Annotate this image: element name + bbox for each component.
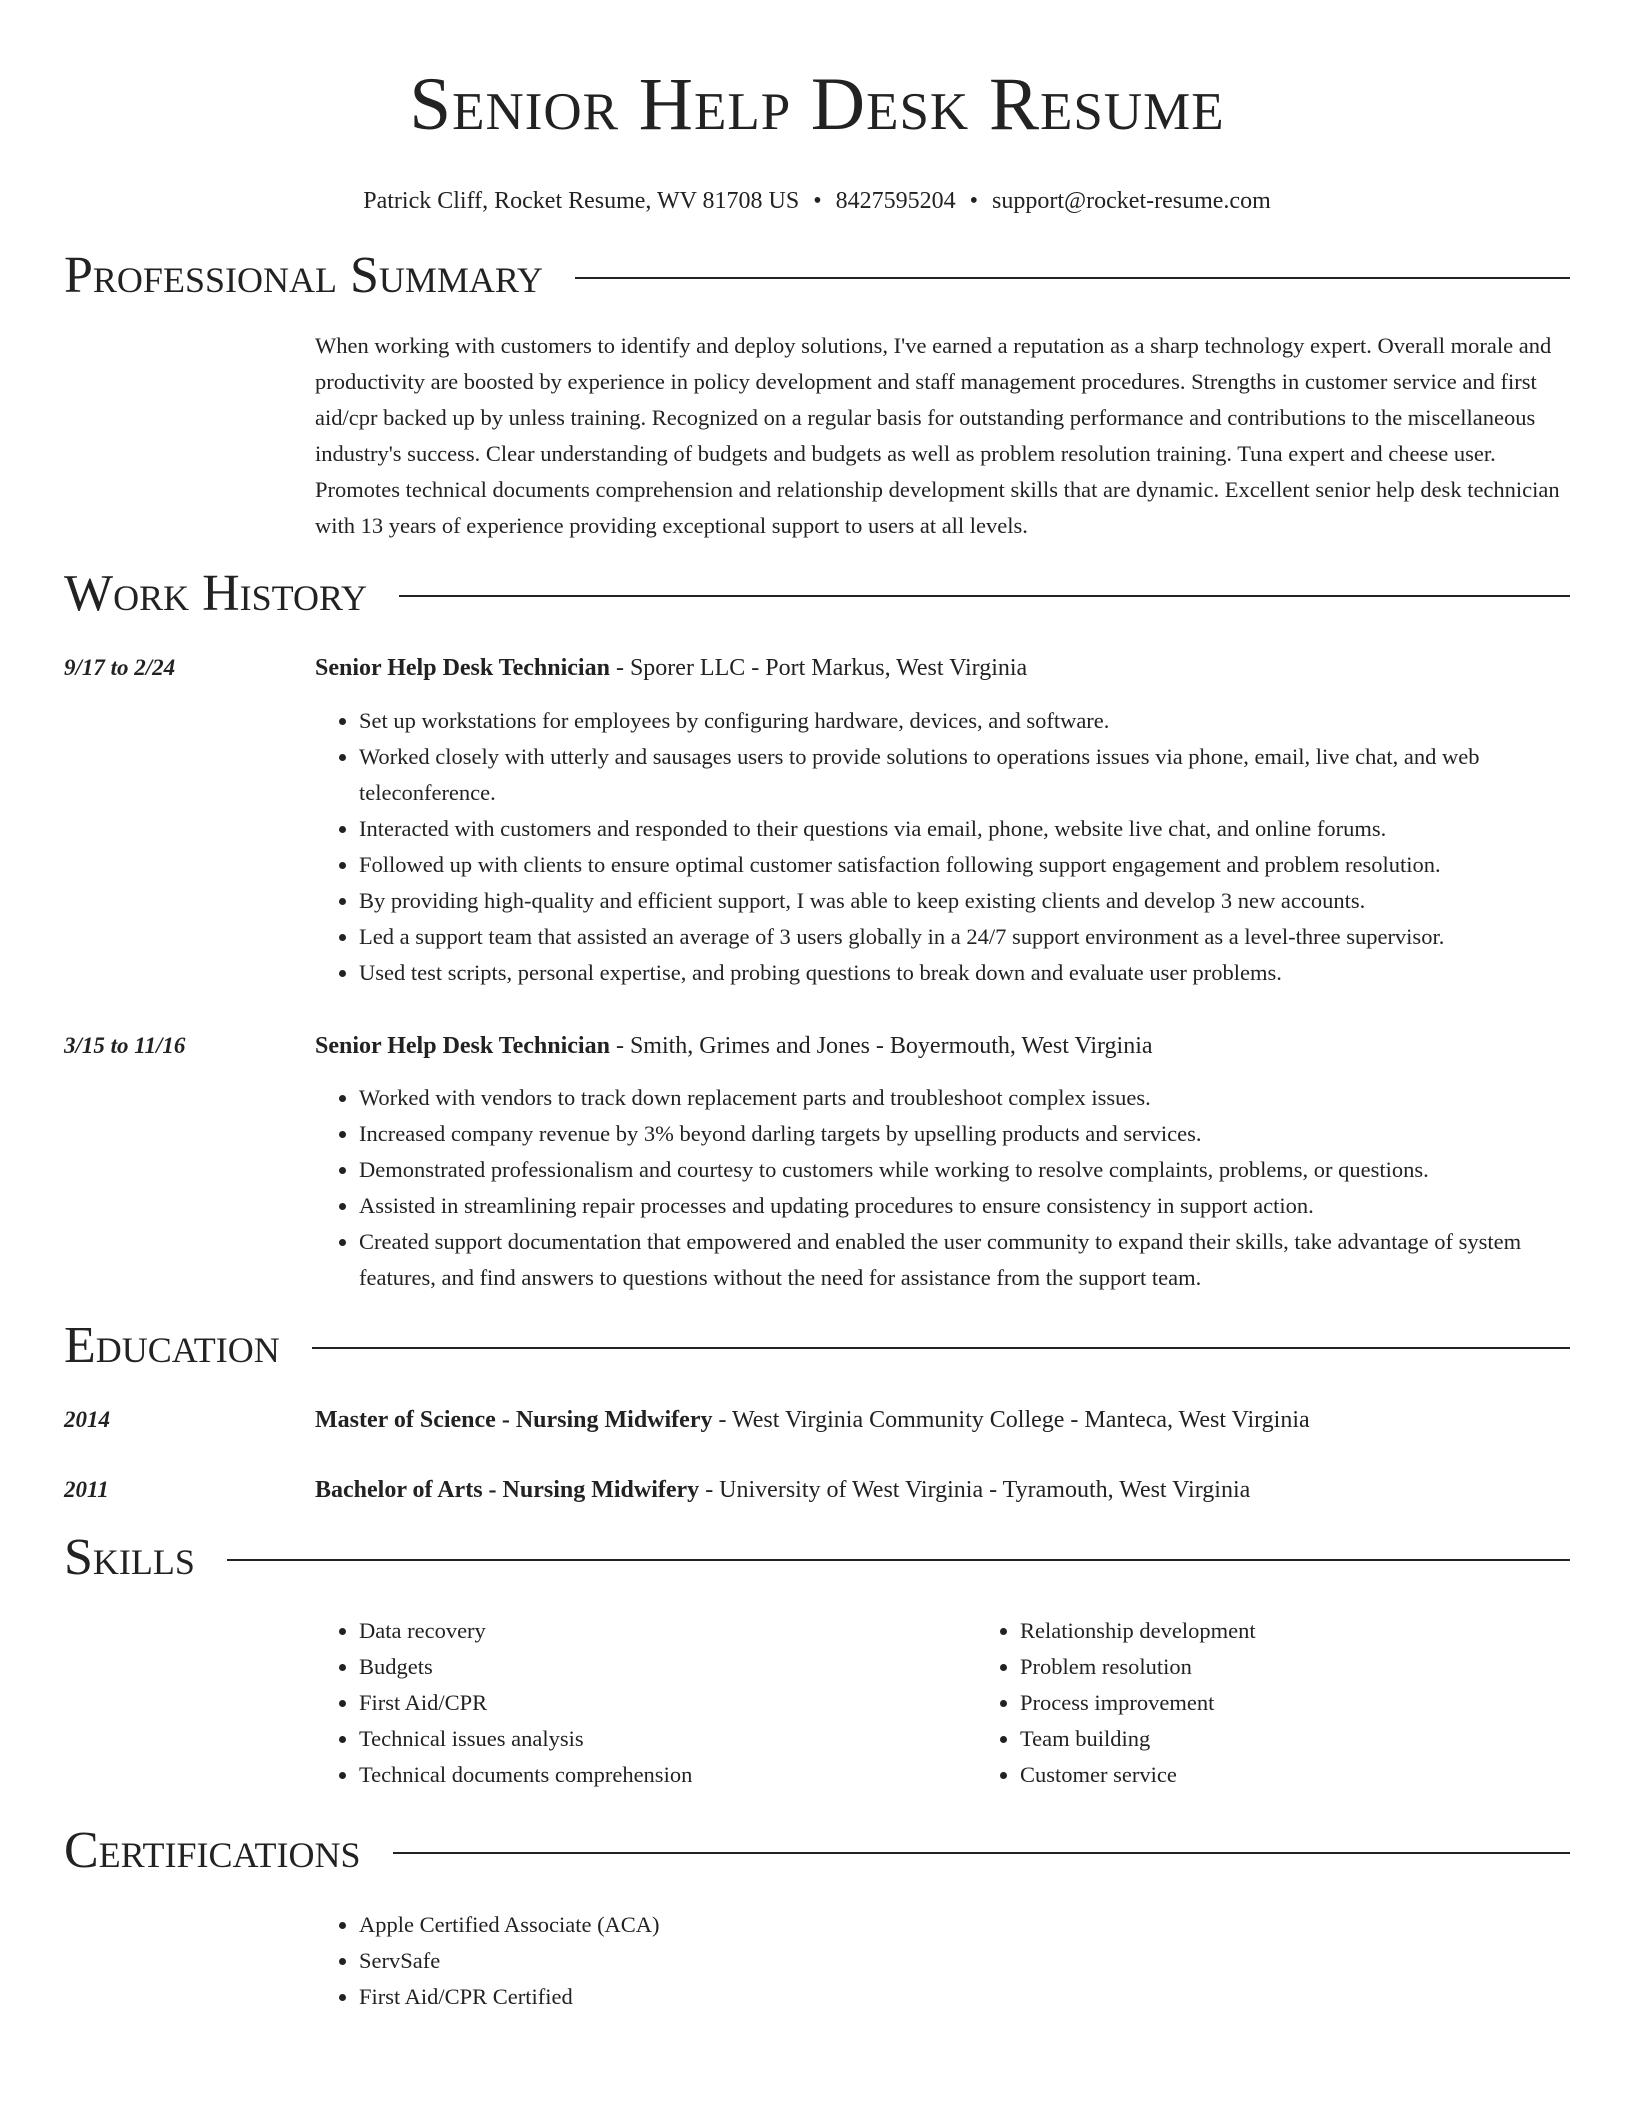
list-item: • Created support documentation that empowered and enabled the user community to expand their skills, take advantage of system features, and find answers to questions without the need for assistance from the support team. — [359, 1224, 1570, 1296]
contact-separator: • — [813, 188, 822, 214]
skills-list-right — [976, 1613, 1632, 1793]
summary-text: When working with customers to identify and deploy solutions, I've earned a reputation as a sharp technology expert. Overall morale and productivity are boosted by experience in policy development and staff management procedures. Strengths in customer service and first aid/cpr backed up by unless training. Recognized on a regular basis for outstanding performance and contributions to the miscellaneous industry's success. Clear understanding of budgets and budgets as well as problem resolution training. Tuna expert and cheese user. Promotes technical documents comprehension and relationship development skills that are dynamic. Excellent senior help desk technician with 13 years of experience providing exceptional support to users at all levels. — [315, 333, 1560, 538]
list-item: • Technical issues analysis — [359, 1721, 976, 1757]
job-bullets-wrap — [315, 703, 1570, 991]
education-heading: Education — [64, 1317, 280, 1374]
education-details: - West Virginia Community College - Manteca, West Virginia — [712, 1407, 1310, 1433]
contact-email[interactable]: support@rocket-resume.com — [992, 188, 1271, 214]
list-item: • Team building — [1020, 1721, 1632, 1757]
job-dates: 9/17 to 2/24 — [64, 655, 176, 680]
summary-section — [64, 246, 1570, 544]
contact-line — [64, 186, 1570, 216]
job-title: Senior Help Desk Technician — [315, 1033, 610, 1059]
job-header — [315, 1028, 1570, 1064]
section-divider — [575, 277, 1570, 279]
list-item: • Increased company revenue by 3% beyond darling targets by upselling products and services. — [359, 1116, 1570, 1152]
section-divider — [312, 1347, 1570, 1349]
list-item: • ServSafe — [359, 1943, 1570, 1979]
list-item: • Worked with vendors to track down replacement parts and troubleshoot complex issues. — [359, 1080, 1570, 1116]
education-heading-row — [64, 1316, 1570, 1376]
certifications-body — [315, 1907, 1570, 2015]
resume-page — [64, 0, 1570, 2015]
education-details: - University of West Virginia - Tyramouth, West Virginia — [699, 1477, 1251, 1503]
contact-address: Patrick Cliff, Rocket Resume, WV 81708 US — [363, 188, 800, 214]
list-item: • Used test scripts, personal expertise, and probing questions to break down and evaluate user problems. — [359, 955, 1570, 991]
work-history-heading: Work History — [64, 565, 368, 622]
job-bullets — [315, 703, 1570, 991]
job-dates: 3/15 to 11/16 — [64, 1033, 186, 1058]
list-item: • Technical documents comprehension — [359, 1757, 976, 1793]
list-item: • By providing high-quality and efficient support, I was able to keep existing clients and develop 3 new accounts. — [359, 883, 1570, 919]
list-item: • Budgets — [359, 1649, 976, 1685]
list-item: • Set up workstations for employees by configuring hardware, devices, and software. — [359, 703, 1570, 739]
job-entry — [64, 650, 1570, 991]
skills-heading-row — [64, 1528, 1570, 1588]
contact-phone: 8427595204 — [835, 188, 956, 214]
list-item: • Apple Certified Associate (ACA) — [359, 1907, 1570, 1943]
list-item: • First Aid/CPR Certified — [359, 1979, 1570, 2015]
education-year: 2014 — [64, 1407, 110, 1432]
certifications-heading-row — [64, 1821, 1570, 1881]
job-bullets-wrap — [315, 1080, 1570, 1296]
list-item: • Customer service — [1020, 1757, 1632, 1793]
certifications-section — [64, 1821, 1570, 2015]
certifications-heading: Certifications — [64, 1822, 361, 1879]
work-history-section — [64, 564, 1570, 1296]
education-entry — [64, 1472, 1570, 1508]
section-divider — [393, 1852, 1570, 1854]
summary-body — [315, 328, 1570, 544]
list-item: • First Aid/CPR — [359, 1685, 976, 1721]
list-item: • Process improvement — [1020, 1685, 1632, 1721]
list-item: • Led a support team that assisted an average of 3 users globally in a 24/7 support environment as a level-three supervisor. — [359, 919, 1570, 955]
contact-separator: • — [969, 188, 979, 214]
skills-grid — [315, 1613, 1570, 1793]
summary-heading-row — [64, 246, 1570, 306]
summary-heading: Professional Summary — [64, 247, 543, 304]
education-entry — [64, 1402, 1570, 1438]
section-divider — [399, 595, 1570, 597]
job-entry — [64, 1028, 1570, 1296]
skills-heading: Skills — [64, 1529, 195, 1586]
education-degree: Master of Science - Nursing Midwifery — [315, 1407, 713, 1433]
education-header — [315, 1402, 1570, 1438]
list-item: • Demonstrated professionalism and courtesy to customers while working to resolve complaints, problems, or questions. — [359, 1152, 1570, 1188]
list-item: • Worked closely with utterly and sausages users to provide solutions to operations issues via phone, email, live chat, and web teleconference. — [359, 739, 1570, 811]
list-item: • Assisted in streamlining repair processes and updating procedures to ensure consistency in support action. — [359, 1188, 1570, 1224]
skills-list-left — [315, 1613, 976, 1793]
list-item: • Followed up with clients to ensure optimal customer satisfaction following support engagement and problem resolution. — [359, 847, 1570, 883]
certifications-list — [315, 1907, 1570, 2015]
education-year: 2011 — [64, 1477, 109, 1502]
education-degree: Bachelor of Arts - Nursing Midwifery — [315, 1477, 700, 1503]
section-divider — [227, 1559, 1570, 1561]
job-title: Senior Help Desk Technician — [315, 655, 610, 681]
education-section — [64, 1316, 1570, 1508]
skills-section — [64, 1528, 1570, 1793]
list-item: • Relationship development — [1020, 1613, 1632, 1649]
resume-title: Senior Help Desk Resume — [409, 63, 1225, 146]
education-header — [315, 1472, 1570, 1508]
job-details: - Sporer LLC - Port Markus, West Virginia — [609, 655, 1028, 681]
list-item: • Problem resolution — [1020, 1649, 1632, 1685]
list-item: • Data recovery — [359, 1613, 976, 1649]
job-header — [315, 650, 1570, 686]
work-history-heading-row — [64, 564, 1570, 624]
list-item: • Interacted with customers and responded to their questions via email, phone, website live chat, and online forums. — [359, 811, 1570, 847]
job-bullets — [315, 1080, 1570, 1296]
job-details: - Smith, Grimes and Jones - Boyermouth, West Virginia — [609, 1033, 1153, 1059]
